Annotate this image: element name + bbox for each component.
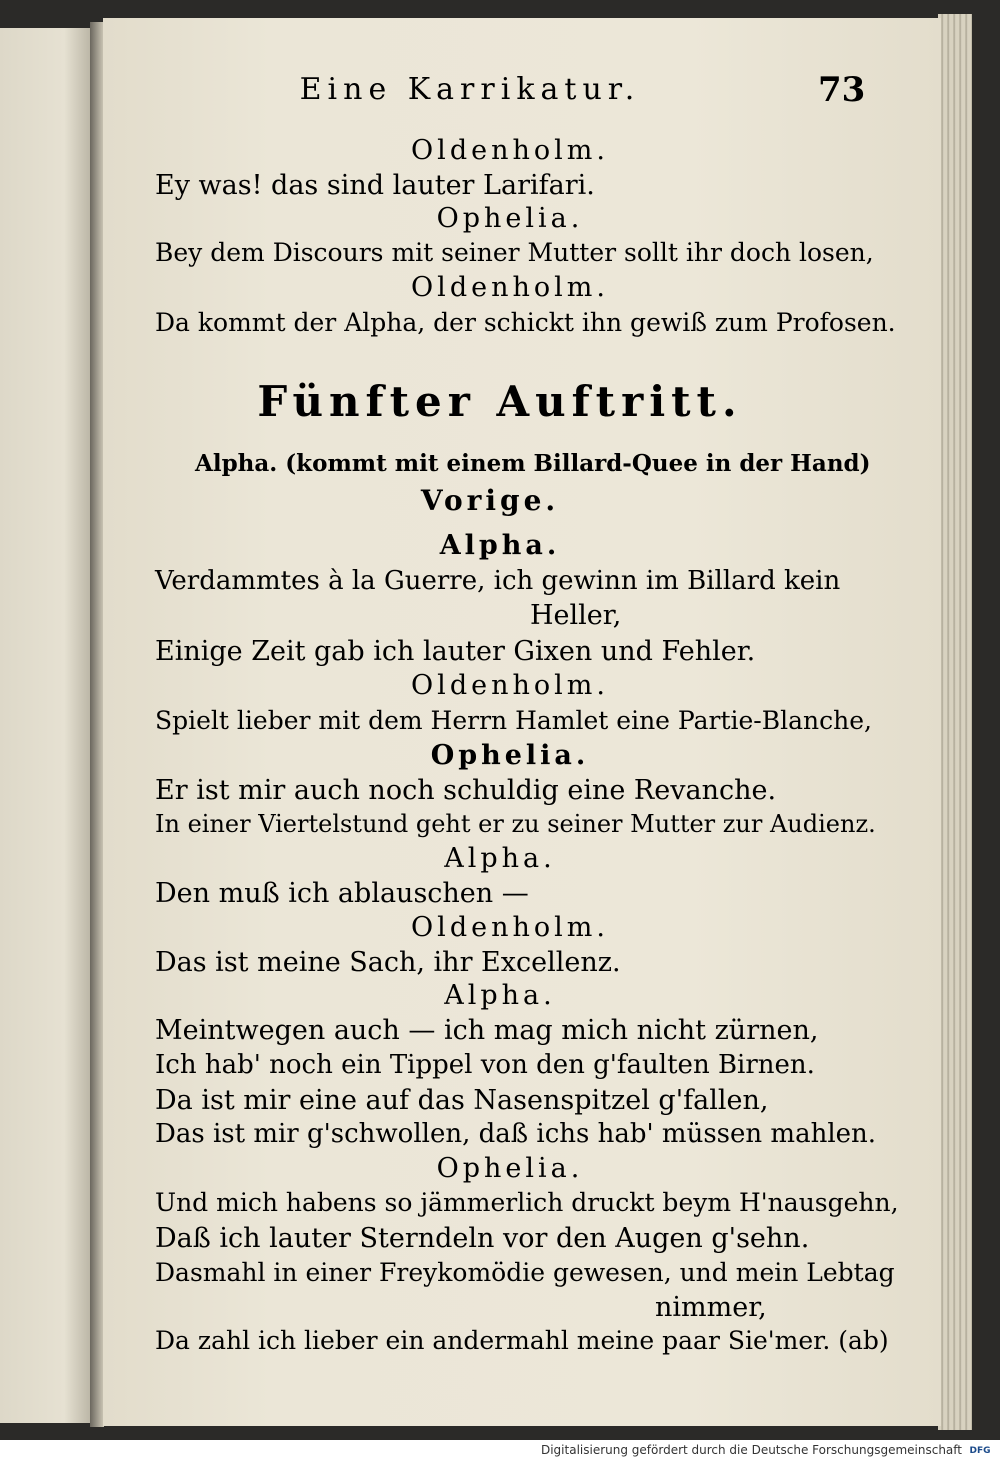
speaker-name: Alpha. — [444, 980, 556, 1011]
verse-line: Da zahl ich lieber ein andermahl meine paar Sie'mer. (ab) — [155, 1326, 889, 1355]
verse-line: Bey dem Discours mit seiner Mutter sollt ihr doch losen, — [155, 238, 874, 267]
stage-vorige: Vorige. — [420, 484, 560, 517]
speaker-name: Ophelia. — [436, 1153, 584, 1184]
dfg-logo: DFG — [969, 1446, 991, 1456]
facing-page-edge — [0, 28, 92, 1423]
stage-direction: Alpha. (kommt mit einem Billard-Quee in der Hand) — [195, 450, 871, 477]
verse-line: Daß ich lauter Sterndeln vor den Augen g'sehn. — [155, 1223, 810, 1254]
verse-line: Ich hab' noch ein Tippel von den g'faulten Birnen. — [155, 1050, 815, 1080]
verse-line: Dasmahl in einer Freykomödie gewesen, und mein Lebtag — [155, 1258, 895, 1287]
speaker-name: Oldenholm. — [411, 912, 609, 943]
page-number: 73 — [818, 70, 866, 110]
verse-line: Er ist mir auch noch schuldig eine Revanche. — [155, 775, 777, 806]
funding-credit: Digitalisierung gefördert durch die Deutsche Forschungsgemeinschaft — [540, 1443, 962, 1457]
footer-bar — [0, 1440, 1000, 1465]
verse-line: Ey was! das sind lauter Larifari. — [155, 170, 595, 201]
speaker-name: Oldenholm. — [411, 670, 609, 701]
running-head: Eine Karrikatur. — [299, 72, 641, 107]
verse-line: In einer Viertelstund geht er zu seiner Mutter zur Audienz. — [155, 810, 876, 838]
scene-title: Fünfter Auftritt. — [257, 377, 743, 426]
verse-line: Das ist mir g'schwollen, daß ichs hab' müssen mahlen. — [155, 1119, 877, 1149]
page-block-edge — [938, 14, 972, 1430]
verse-line: Einige Zeit gab ich lauter Gixen und Fehler. — [155, 636, 756, 667]
verse-line: Spielt lieber mit dem Herrn Hamlet eine Partie-Blanche, — [155, 706, 872, 735]
verse-line: Da ist mir eine auf das Nasenspitzel g'fallen, — [155, 1085, 769, 1116]
verse-line-continued: nimmer, — [655, 1292, 767, 1323]
speaker-name: Oldenholm. — [411, 272, 609, 303]
verse-line: Und mich habens so jämmerlich druckt beym H'nausgehn, — [155, 1188, 899, 1217]
verse-line: Das ist meine Sach, ihr Excellenz. — [155, 947, 621, 978]
speaker-name: Alpha. — [444, 843, 556, 874]
book-gutter — [90, 22, 104, 1427]
speaker-name: Ophelia. — [430, 740, 590, 771]
speaker-name: Alpha. — [439, 530, 561, 561]
verse-line: Da kommt der Alpha, der schickt ihn gewiß zum Profosen. — [155, 308, 896, 337]
verse-line-continued: Heller, — [530, 600, 622, 631]
verse-line: Meintwegen auch — ich mag mich nicht zürnen, — [155, 1015, 819, 1046]
speaker-name: Ophelia. — [436, 203, 584, 234]
verse-line: Den muß ich ablauschen — — [155, 878, 529, 909]
verse-line: Verdammtes à la Guerre, ich gewinn im Billard kein — [155, 566, 841, 596]
speaker-name: Oldenholm. — [411, 135, 609, 166]
